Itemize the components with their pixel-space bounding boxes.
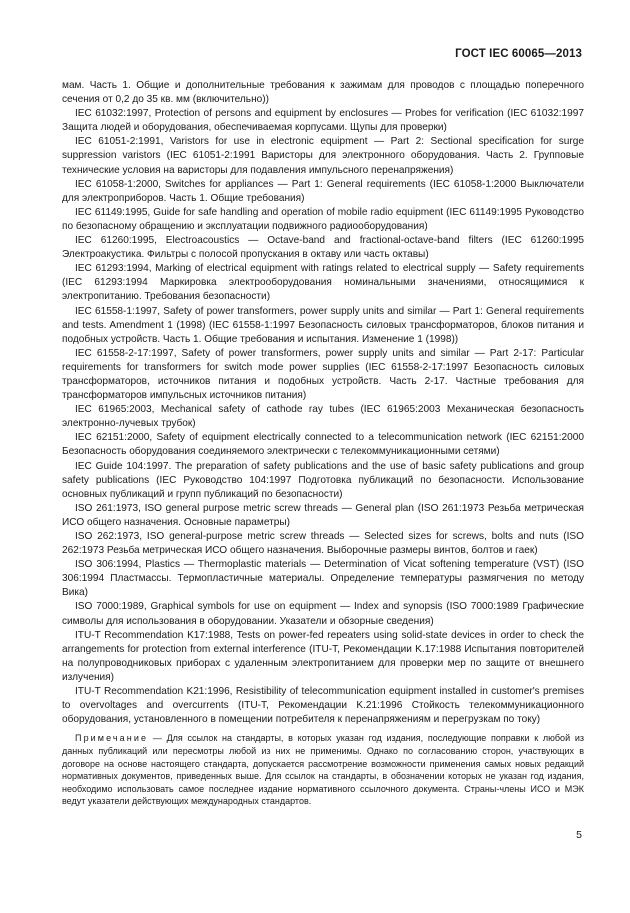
reference-entry: IEC 61149:1995, Guide for safe handling and operation of mobile radio equipment (IEC 61149:1995 Руководство по безопасному обращению и эксплуатации подвижного радиооборудования)	[62, 206, 584, 232]
reference-entry: IEC 61965:2003, Mechanical safety of cathode ray tubes (IEC 61965:2003 Механическая безопасность электронно-лучевых трубок)	[62, 404, 584, 430]
reference-entry: ISO 262:1973, ISO general-purpose metric screw threads — Selected sizes for screws, bolts and nuts (ISO 262:1973 Резьба метрическая ИСО общего назначения. Выборочные размеры винтов, болтов и гаек)	[62, 531, 584, 557]
reference-entry: ISO 7000:1989, Graphical symbols for use on equipment — Index and synopsis (ISO 7000:1989 Графические символы для использования в оборудовании. Указатели и обзорные сведения)	[62, 601, 584, 627]
reference-entry: ISO 306:1994, Plastics — Thermoplastic materials — Determination of Vicat softening temperature (VST) (ISO 306:1994 Пластмассы. Термопластичные материалы. Определение температуры размягчения по методу Вика)	[62, 559, 584, 599]
reference-entry: IEC 61051-2:1991, Varistors for use in electronic equipment — Part 2: Sectional specification for surge suppression varistors (IEC 61051-2:1991 Варисторы для электронного оборудования. Часть 2. Групповые технические условия на варисторы для подавления импульсного перенапряжения)	[62, 136, 584, 176]
reference-entry: IEC 61058-1:2000, Switches for appliances — Part 1: General requirements (IEC 61058-1:2000 Выключатели для электроприборов. Часть 1. Общие требования)	[62, 178, 584, 204]
document-header: ГОСТ IEC 60065—2013	[455, 48, 582, 60]
page-number: 5	[576, 829, 582, 841]
note-label: Примечание	[75, 733, 149, 744]
reference-entry: IEC 61558-2-17:1997, Safety of power transformers, power supply units and similar — Part 2-17: Particular requirements for transformers for switch mode power supplies (IEC 61558-2-17:1997 Безопасность силовых трансформаторов, источников питания и подобных устройств. Часть 2-17. Частные требования для трансформаторов импульсных источников питания)	[62, 347, 584, 402]
reference-entry: IEC Guide 104:1997. The preparation of safety publications and the use of basic safety publications and group safety publications (IEC Руководство 104:1997 Подготовка публикаций по безопасности. Использование основных публикаций и групп публикаций по безопасности)	[62, 460, 584, 500]
reference-entry: ISO 261:1973, ISO general purpose metric screw threads — General plan (ISO 261:1973 Резьба метрическая ИСО общего назначения. Основные параметры)	[62, 502, 584, 528]
reference-entry: ITU-T Recommendation K17:1988, Tests on power-fed repeaters using solid-state devices in order to check the arrangements for protection from external interference (ITU-T, Рекомендации K.17:1988 Испытания повторителей на полупроводниковых приборах с удаленным электропитанием для проверки мер по защите от внешнего излучения)	[62, 629, 584, 683]
reference-list	[62, 79, 584, 808]
reference-entry: IEC 61293:1994, Marking of electrical equipment with ratings related to electrical supply — Safety requirements (IEC 61293:1994 Маркировка электрооборудования номинальными значениями, относящимися к электропитанию. Требования безопасности)	[62, 263, 584, 303]
note-paragraph	[62, 732, 584, 808]
reference-entry: ITU-T Recommendation K21:1996, Resistibility of telecommunication equipment installed in customer's premises to overvoltages and overcurrents (ITU-T, Рекомендации K.21:1996 Стойкость телекоммуникационного оборудования, установленного в помещении потребителя к перенапряжениям и перегрузкам по току)	[62, 686, 584, 726]
reference-entry: IEC 62151:2000, Safety of equipment electrically connected to a telecommunication network (IEC 62151:2000 Безопасность оборудования соединяемого электрически с телекоммуникационными сетями)	[62, 432, 584, 458]
lead-paragraph: мам. Часть 1. Общие и дополнительные требования к зажимам для проводов с площадью поперечного сечения от 0,2 до 35 кв. мм (включительно))	[62, 80, 584, 106]
reference-entry: IEC 61032:1997, Protection of persons and equipment by enclosures — Probes for verification (IEC 61032:1997 Защита людей и оборудования, обеспечиваемая корпусами. Щупы для проверки)	[62, 108, 584, 134]
note-text: — Для ссылок на стандарты, в которых указан год издания, последующие поправки к любой из данных публикаций или пересмотры любой из них не применимы. Однако по согласованию сторон, участвующих в договоре на основе настоящего стандарта, допускается рассмотрение возможности применения самых новых редакций нормативных документов, приведенных выше. Для ссылок на стандарты, в обозначении которых не указан год издания, необходимо использовать самое последнее издание нормативного ссылочного документа. Страны-члены ИСО и МЭК ведут указатели действующих международных стандартов.	[62, 733, 584, 807]
reference-entry: IEC 61558-1:1997, Safety of power transformers, power supply units and similar — Part 1: General requirements and tests. Amendment 1 (1998) (IEC 61558-1:1997 Безопасность силовых трансформаторов, блоков питания и подобных устройств. Часть 1. Общие требования и испытания. Изменение 1 (1998))	[62, 305, 584, 345]
reference-entry: IEC 61260:1995, Electroacoustics — Octave-band and fractional-octave-band filters (IEC 61260:1995 Электроакустика. Фильтры с полосой пропускания в октаву или часть октавы)	[62, 235, 584, 261]
